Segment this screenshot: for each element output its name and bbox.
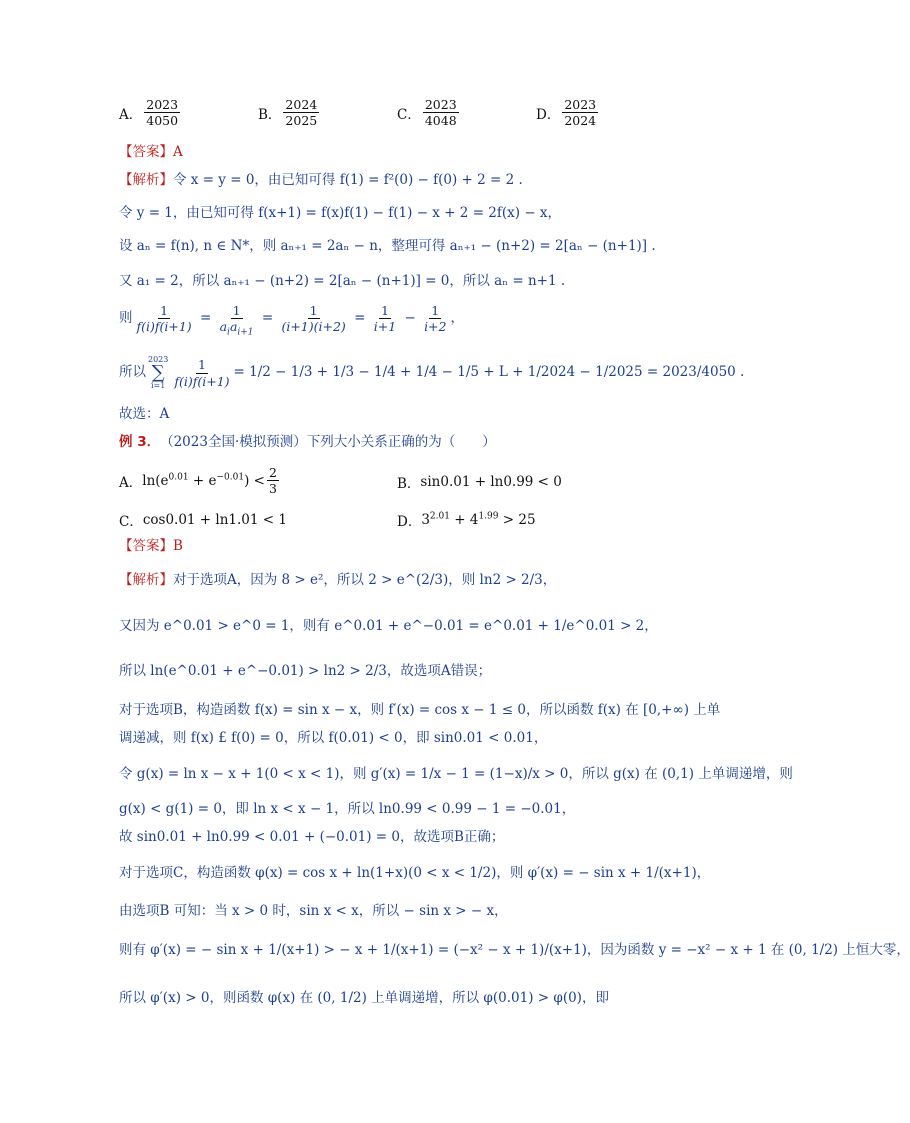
answer-line-ex3: 【答案】 B bbox=[119, 538, 183, 554]
conclusion-q2: 故选：A bbox=[119, 406, 170, 422]
ex3-solution-b4: g(x) < g(1) = 0，即 ln x < x − 1，所以 ln0.99 < 0.99 − 1 = −0.01， bbox=[119, 801, 576, 817]
option-a-fraction: $\frac{2023}{4050}$ bbox=[146, 97, 179, 129]
ex3-solution-c2: 由选项B 可知：当 x > 0 时，sin x < x，所以 − sin x > − x， bbox=[119, 903, 508, 919]
ex3-option-d: D． $3^{2.01} + 4^{1.99} > 25$ bbox=[397, 511, 536, 530]
solution-line-5: 则 $\frac{1}{f(i)f(i+1)}$ = $\frac{1}{a_ia_{i+1}}$ = $\frac{1}{(i+1)(i+2)}$ = $\frac{1}{i+1}$ − $\frac{1}{i+2}$ ， bbox=[119, 303, 464, 338]
option-a: A． $\frac{2023}{4050}$ bbox=[119, 97, 179, 129]
ex3-option-a: A． $\ln(e^{0.01} + e^{-0.01})$ < $\frac{2}{3}$ bbox=[119, 465, 277, 497]
ex3-solution-c3: 则有 φ′(x) = − sin x + 1/(x+1) > − x + 1/(x+1) = (−x² − x + 1)/(x+1)，因为函数 y = −x² − x + 1 在 (0, 1/2) 上恒大零， bbox=[119, 942, 910, 958]
ex3-solution-a3: 所以 ln(e^0.01 + e^−0.01) > ln2 > 2/3，故选项A错误； bbox=[119, 663, 492, 679]
solution-line-6: 所以 2023 ∑ i=1 $\frac{1}{f(i)f(i+1)}$ = 1/2 − 1/3 + 1/3 − 1/4 + 1/4 − 1/5 + L + 1/2024 − 1/2025 = 2023/4050 . bbox=[119, 355, 745, 390]
solution-line-2: 令 y = 1，由已知可得 f(x+1) = f(x)f(1) − f(1) − x + 2 = 2f(x) − x， bbox=[119, 205, 562, 221]
sum-symbol: 2023 ∑ i=1 bbox=[148, 355, 169, 390]
ex3-option-c: C． cos0.01 + ln1.01 < 1 bbox=[119, 512, 287, 530]
option-b-fraction: $\frac{2024}{2025}$ bbox=[285, 97, 318, 129]
ex3-solution-a1: 【解析】 对于选项A，因为 8 > e²，所以 2 > e^(2/3)，则 ln2 > 2/3， bbox=[119, 572, 557, 588]
option-d-fraction: $\frac{2023}{2024}$ bbox=[564, 97, 597, 129]
ex3-solution-b2: 调递减，则 f(x) £ f(0) = 0，所以 f(0.01) < 0，即 sin0.01 < 0.01， bbox=[119, 730, 548, 746]
ex3-solution-a2: 又因为 e^0.01 > e^0 = 1，则有 e^0.01 + e^−0.01 = e^0.01 + 1/e^0.01 > 2， bbox=[119, 618, 658, 634]
option-b: B． $\frac{2024}{2025}$ bbox=[258, 97, 318, 129]
ex3-solution-c1: 对于选项C，构造函数 φ(x) = cos x + ln(1+x)(0 < x < 1/2)，则 φ′(x) = − sin x + 1/(x+1)， bbox=[119, 865, 711, 881]
solution-line-1: 【解析】 令 x = y = 0，由已知可得 f(1) = f²(0) − f(0) + 2 = 2 . bbox=[119, 172, 523, 188]
ex3-solution-b5: 故 sin0.01 + ln0.99 < 0.01 + (−0.01) = 0，故选项B正确； bbox=[119, 829, 505, 845]
option-c: C． $\frac{2023}{4048}$ bbox=[397, 97, 457, 129]
ex3-solution-b1: 对于选项B，构造函数 f(x) = sin x − x，则 f′(x) = cos x − 1 ≤ 0，所以函数 f(x) 在 [0,+∞) 上单 bbox=[119, 702, 721, 718]
example-3-stem: 例 3． （2023全国·模拟预测） 下列大小关系正确的为（ ） bbox=[119, 434, 496, 450]
ex3-option-b: B． sin0.01 + ln0.99 < 0 bbox=[397, 474, 562, 492]
ex3-solution-c4: 所以 φ′(x) > 0，则函数 φ(x) 在 (0, 1/2) 上单调递增，所以 φ(0.01) > φ(0)，即 bbox=[119, 990, 609, 1006]
option-c-fraction: $\frac{2023}{4048}$ bbox=[424, 97, 457, 129]
solution-line-4: 又 a₁ = 2，所以 aₙ₊₁ − (n+2) = 2[aₙ − (n+1)] = 0，所以 aₙ = n+1 . bbox=[119, 273, 566, 289]
answer-line-q2: 【答案】 A bbox=[119, 144, 183, 160]
option-d: D． $\frac{2023}{2024}$ bbox=[536, 97, 597, 129]
solution-line-3: 设 aₙ = f(n), n ∈ N*，则 aₙ₊₁ = 2aₙ − n，整理可得 aₙ₊₁ − (n+2) = 2[aₙ − (n+1)] . bbox=[119, 238, 656, 254]
ex3-solution-b3: 令 g(x) = ln x − x + 1(0 < x < 1)，则 g′(x) = 1/x − 1 = (1−x)/x > 0，所以 g(x) 在 (0,1) 上单调递增，则 bbox=[119, 766, 793, 782]
